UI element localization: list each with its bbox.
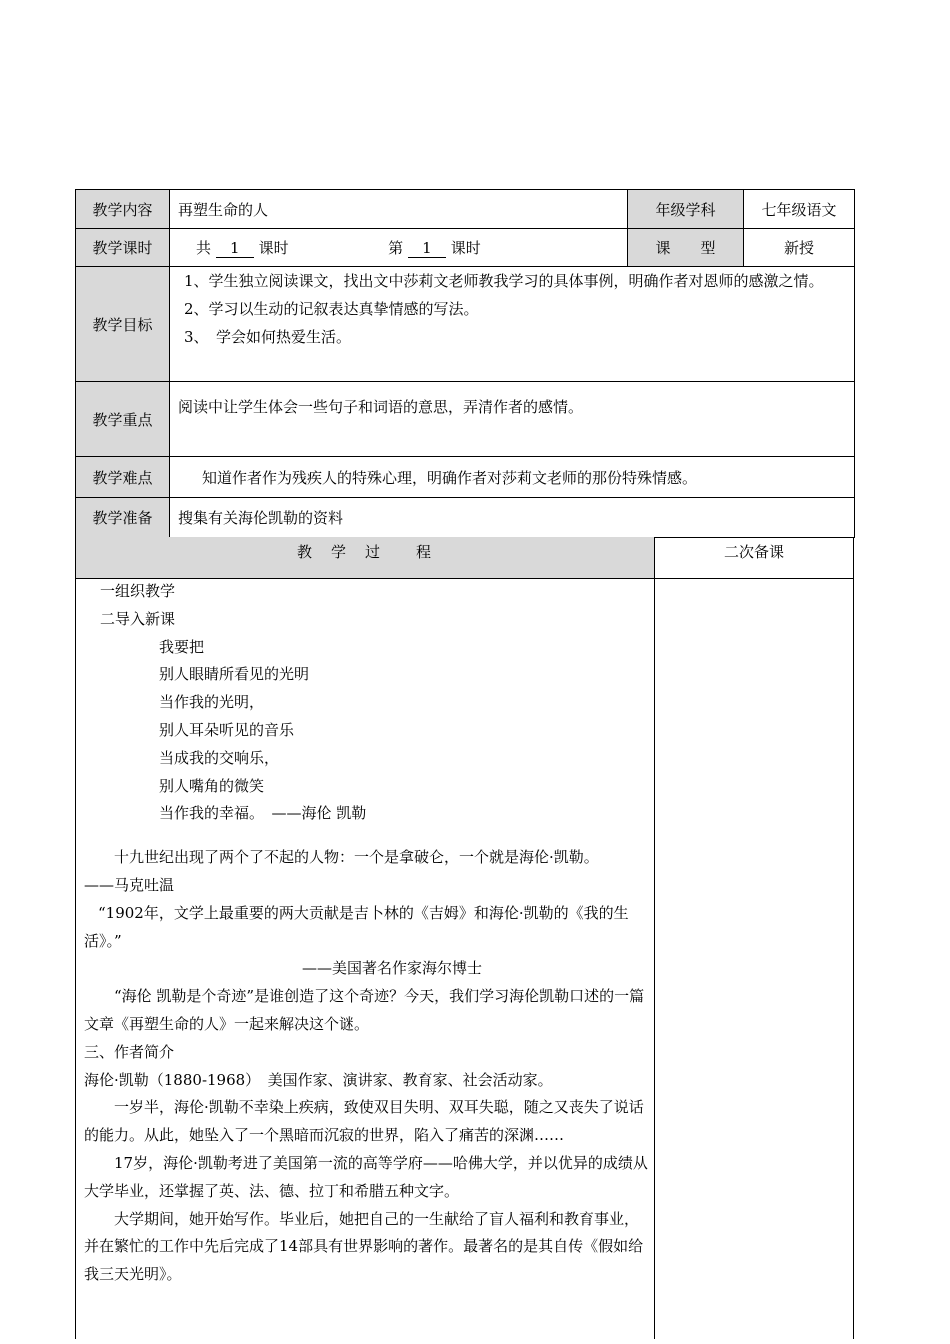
goal-item: 2、学习以生动的记叙表达真挚情感的写法。 bbox=[184, 300, 479, 318]
intro-paragraph: “海伦 凯勒是个奇迹”是谁创造了这个奇迹？今天，我们学习海伦凯勒口述的一篇文章《再塑生命的人》一起来解决这个谜。 bbox=[84, 987, 645, 1033]
difficulty-value: 知道作者作为残疾人的特殊心理，明确作者对莎莉文老师的那份特殊情感。 bbox=[170, 457, 855, 498]
hours-total-value: 1 bbox=[216, 239, 254, 258]
type-value: 新授 bbox=[744, 229, 855, 267]
section-organize: 一组织教学 bbox=[100, 582, 176, 600]
hours-nth-value: 1 bbox=[408, 239, 446, 258]
author-line: 海伦·凯勒（1880-1968） 美国作家、演讲家、教育家、社会活动家。 bbox=[84, 1070, 553, 1089]
type-label: 课 型 bbox=[628, 229, 744, 267]
process-content bbox=[84, 578, 648, 1289]
quote-1902: “1902年，文学上最重要的两大贡献是吉卜林的《吉姆》和海伦·凯勒的《我的生活》。” bbox=[84, 903, 629, 950]
quote-twain: 十九世纪出现了两个了不起的人物：一个是拿破仑，一个就是海伦·凯勒。 ——马克吐温 bbox=[84, 848, 637, 894]
focus-value: 阅读中让学生体会一些句子和词语的意思，弄清作者的感情。 bbox=[170, 382, 855, 457]
grade-value: 七年级语文 bbox=[744, 190, 855, 229]
poem-line: 当作我的幸福。 ——海伦 凯勒 bbox=[159, 804, 367, 823]
poem-line: 别人嘴角的微笑 bbox=[159, 776, 265, 795]
bio-paragraph: 一岁半，海伦·凯勒不幸染上疾病，致使双目失明、双耳失聪，随之又丧失了说话的能力。从此，她坠入了一个黑暗而沉寂的世界，陷入了痛苦的深渊…… bbox=[84, 1098, 644, 1145]
poem-line: 当作我的光明， bbox=[159, 693, 265, 712]
goal-item: 1、学生独立阅读课文，找出文中莎莉文老师教我学习的具体事例，明确作者对恩师的感激之情。 bbox=[184, 272, 824, 290]
process-body bbox=[75, 579, 854, 1339]
prep-label: 教学准备 bbox=[76, 498, 170, 538]
lesson-plan bbox=[75, 189, 854, 1339]
hours-nth-prefix: 第 bbox=[388, 239, 404, 257]
column-divider bbox=[654, 579, 655, 1339]
bio-paragraph: 17岁，海伦·凯勒考进了美国第一流的高等学府——哈佛大学，并以优异的成绩从大学毕业，还掌握了英、法、德、拉丁和希腊五种文字。 bbox=[84, 1153, 648, 1200]
content-value: 再塑生命的人 bbox=[170, 190, 628, 229]
hours-value bbox=[170, 229, 628, 267]
poem-line: 当成我的交响乐， bbox=[159, 748, 280, 767]
hours-total-suffix: 课时 bbox=[258, 239, 289, 257]
hours-label: 教学课时 bbox=[76, 229, 170, 267]
section-intro: 二导入新课 bbox=[100, 609, 176, 628]
section-author: 三、作者简介 bbox=[84, 1042, 175, 1061]
process-side-title: 二次备课 bbox=[723, 543, 784, 561]
hours-total-prefix: 共 bbox=[196, 239, 212, 257]
poem-line: 别人耳朵听见的音乐 bbox=[159, 720, 295, 739]
difficulty-label: 教学难点 bbox=[76, 457, 170, 498]
header-table bbox=[75, 189, 855, 538]
bio-paragraph: 大学期间，她开始写作。毕业后，她把自己的一生献给了盲人福利和教育事业，并在繁忙的工作中先后完成了14部具有世界影响的著作。最著名的是其自传《假如给我三天光明》。 bbox=[84, 1209, 644, 1284]
quote-1902-source: ——美国著名作家海尔博士 bbox=[302, 959, 483, 978]
goals-list bbox=[170, 267, 855, 382]
process-title: 教 学 过 程 bbox=[76, 537, 655, 578]
goal-item: 3、 学会如何热爱生活。 bbox=[184, 328, 352, 346]
focus-label: 教学重点 bbox=[76, 382, 170, 457]
process-header bbox=[75, 537, 854, 579]
poem-line: 我要把 bbox=[159, 637, 205, 656]
content-label: 教学内容 bbox=[76, 190, 170, 229]
goals-label: 教学目标 bbox=[76, 267, 170, 382]
prep-value: 搜集有关海伦凯勒的资料 bbox=[170, 498, 855, 538]
poem-line: 别人眼睛所看见的光明 bbox=[159, 665, 310, 684]
hours-nth-suffix: 课时 bbox=[450, 239, 481, 257]
grade-label: 年级学科 bbox=[628, 190, 744, 229]
